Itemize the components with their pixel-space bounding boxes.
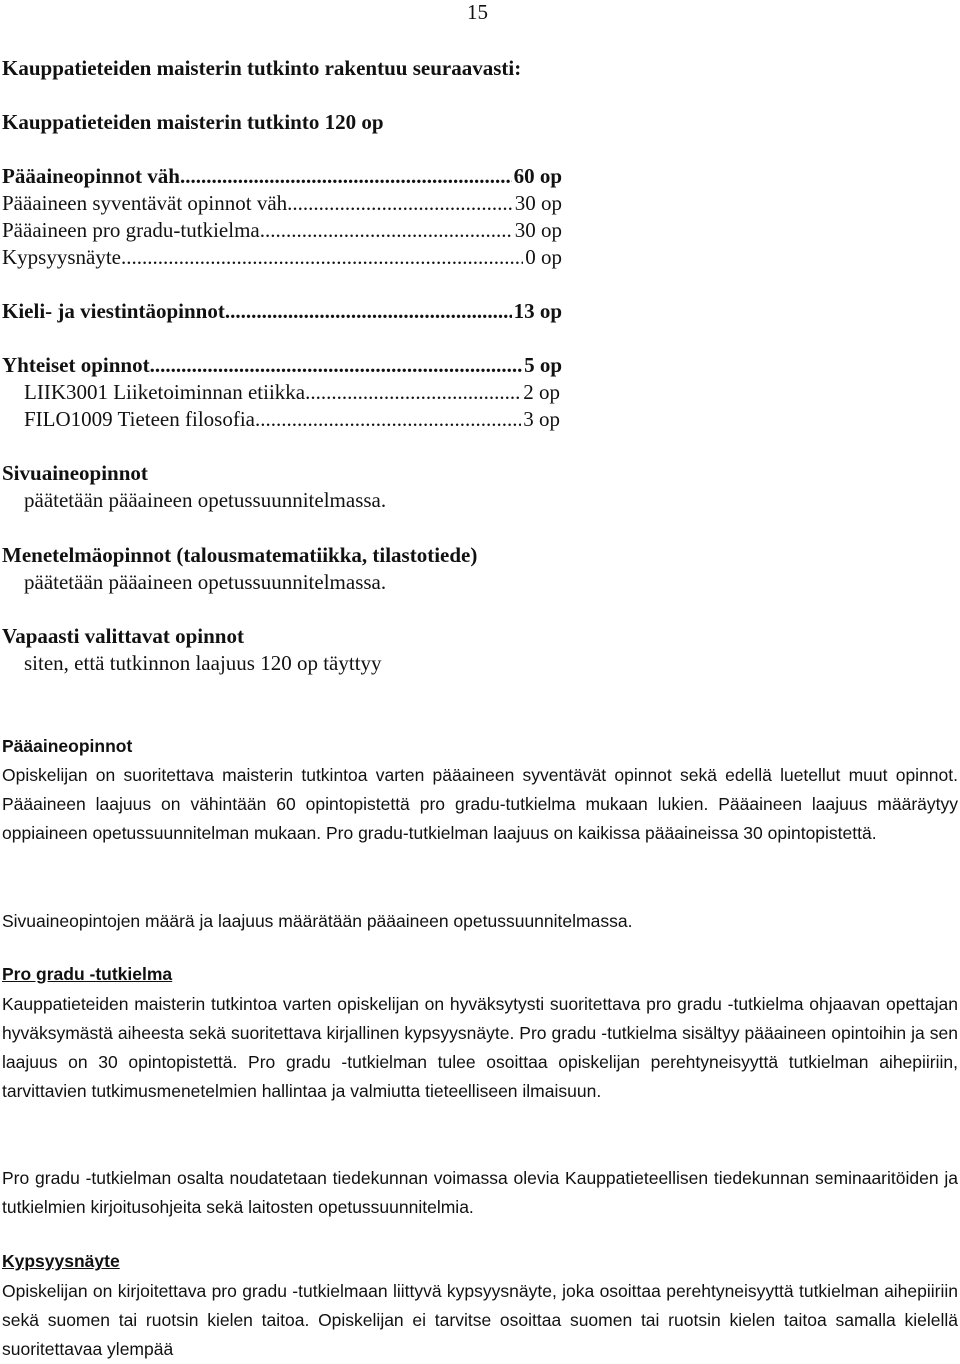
methods-label: Menetelmäopinnot (talousmatematiikka, tilastotiede) <box>2 543 478 567</box>
common-row <box>2 353 562 378</box>
common-value: 5 op <box>524 353 562 377</box>
free-label: Vapaasti valittavat opinnot <box>2 624 244 648</box>
maturity-section-text: Opiskelijan on kirjoitettava pro gradu -tutkielmaan liittyvä kypsyysnäyte, joka osoittaa perehtyneisyyttä tutkielman aihepiiriin sekä suomen tai ruotsin kielen taitoa. Opiskelijan ei tarvitse osoittaa suomen tai ruotsin kielen taitoa samalla kielellä suoritettavaa ylempää <box>2 1281 958 1359</box>
major-item-label: Pääaineen pro gradu-tutkielma <box>2 218 260 242</box>
major-item-label: Pääaineen syventävät opinnot väh. <box>2 191 293 215</box>
major-item-row <box>2 245 562 270</box>
degree-heading: Kauppatieteiden maisterin tutkinto 120 op <box>2 110 384 134</box>
major-item-row <box>2 218 562 243</box>
leader-dots <box>185 164 511 189</box>
minor-note: päätetään pääaineen opetussuunnitelmassa. <box>24 488 387 512</box>
leader-dots <box>305 380 521 405</box>
major-section-title: Pääaineopinnot <box>2 736 133 756</box>
major-row <box>2 164 562 189</box>
language-value: 13 op <box>513 299 562 323</box>
page-number: 15 <box>467 0 488 24</box>
language-row <box>2 299 562 324</box>
common-item-value: 2 op <box>523 380 560 404</box>
thesis-guidelines-text: Pro gradu -tutkielman osalta noudatetaan tiedekunnan voimassa olevia Kauppatieteellisen tiedekunnan seminaaritöiden ja tutkielmien kirjoitusohjeita sekä laitosten opetussuunnitelmia. <box>2 1168 958 1217</box>
thesis-section-title: Pro gradu -tutkielma <box>2 964 173 984</box>
common-item-label: FILO1009 Tieteen filosofia <box>24 407 255 431</box>
common-item-value: 3 op <box>523 407 560 431</box>
major-label: Pääaineopinnot väh. <box>2 164 186 188</box>
structure-heading: Kauppatieteiden maisterin tutkinto rakentuu seuraavasti: <box>2 56 522 80</box>
common-item-label: LIIK3001 Liiketoiminnan etiikka <box>24 380 306 404</box>
major-value: 60 op <box>513 164 562 188</box>
leader-dots <box>292 191 512 216</box>
minor-label: Sivuaineopinnot <box>2 461 148 485</box>
leader-dots <box>225 299 512 324</box>
common-label: Yhteiset opinnot <box>2 353 150 377</box>
leader-dots <box>260 218 513 243</box>
leader-dots <box>255 407 521 432</box>
maturity-section-title: Kypsyysnäyte <box>2 1251 120 1271</box>
leader-dots <box>121 245 523 270</box>
leader-dots <box>150 353 522 378</box>
major-item-value: 0 op <box>525 245 562 269</box>
thesis-section-text: Kauppatieteiden maisterin tutkintoa varten opiskelijan on hyväksytysti suoritettava pro gradu -tutkielma ohjaavan opettajan hyväksymästä aiheesta sekä suoritettava kirjallinen kypsyysnäyte. Pro gradu -tutkielma sisältyy pääaineen opintoihin ja sen laajuus on 30 opintopistettä. Pro gradu -tutkielman tulee osoittaa opiskelijan perehtyneisyyttä tutkielman aihepiiriin, tarvittavien tutkimusmenetelmien hallintaa ja valmiutta tieteelliseen ilmaisuun. <box>2 994 958 1101</box>
common-item-row <box>24 407 560 432</box>
methods-note: päätetään pääaineen opetussuunnitelmassa. <box>24 570 387 594</box>
common-item-row <box>24 380 560 405</box>
major-section-text: Opiskelijan on suoritettava maisterin tutkintoa varten pääaineen syventävät opinnot sekä edellä luetellut muut opinnot. Pääaineen laajuus on vähintään 60 opintopistettä pro gradu-tutkielma mukaan lukien. Pääaineen laajuus määräytyy oppiaineen opetussuunnitelman mukaan. Pro gradu-tutkielman laajuus on kaikissa pääaineissa 30 opintopistettä. <box>2 765 958 843</box>
major-item-value: 30 op <box>514 191 562 215</box>
major-item-row <box>2 191 562 216</box>
minor-section-text: Sivuaineopintojen määrä ja laajuus määrätään pääaineen opetussuunnitelmassa. <box>2 911 633 931</box>
major-item-label: Kypsyysnäyte <box>2 245 121 269</box>
language-label: Kieli- ja viestintäopinnot <box>2 299 225 323</box>
major-item-value: 30 op <box>514 218 562 242</box>
free-note: siten, että tutkinnon laajuus 120 op täyttyy <box>24 651 382 675</box>
